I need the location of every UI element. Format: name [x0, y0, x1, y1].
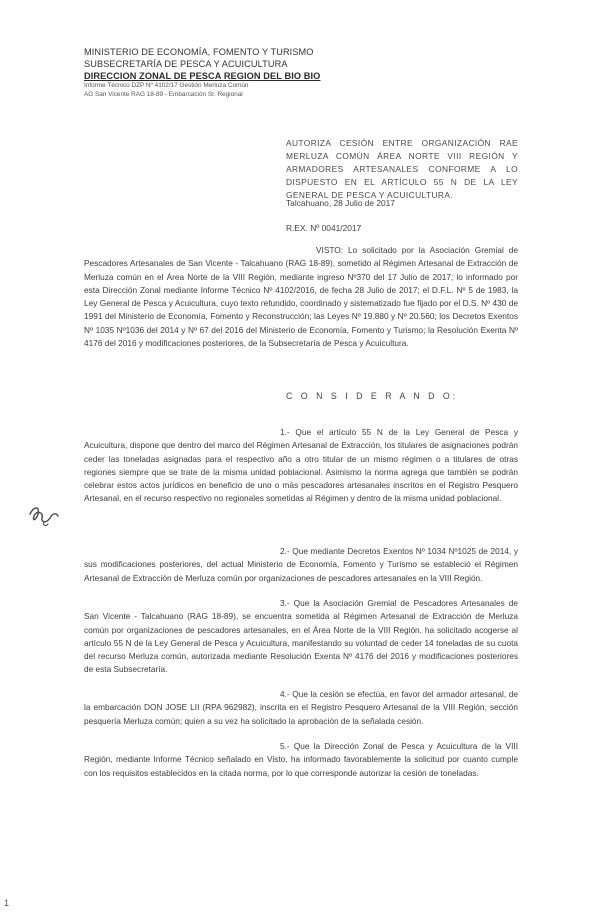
- handwritten-initials-mark: [26, 500, 62, 528]
- considerando-item-5: 5.- Que la Dirección Zonal de Pesca y Acuicultura de la VIII Región, mediante Informe Técnico señalado en Visto, ha informado favorablemente la solicitud por cuanto cumple con los requisitos establecidos en la citada norma, por lo que corresponde autorizar la cesión de toneladas.: [84, 741, 518, 778]
- considerando-item-3: 3.- Que la Asociación Gremial de Pescadores Artesanales de San Vicente - Talcahuano (RAG 18-89), se encuentra sometida al Régimen Artesanal de Extracción de Merluza común por organizaciones de pescadores artesanales, en el Área Norte de la VIII Región, ha solicitado acogerse al artículo 55 N de la Ley General de Pesca y Acuicultura, manifestando su voluntad de ceder 14 toneladas de su cuota del recurso Merluza común, autorizada mediante Resolución Exenta Nº 4176 del 2016 y modificaciones posteriores de esta Subsecretaría.: [84, 598, 518, 675]
- place-and-date: Talcahuano, 28 Julio de 2017: [286, 198, 395, 208]
- ministry-name: MINISTERIO DE ECONOMÍA, FOMENTO Y TURISMO: [84, 47, 314, 57]
- resolution-number: R.EX. Nº 0041/2017: [286, 223, 362, 233]
- considerando-item-4: 4.- Que la cesión se efectúa, en favor del armador artesanal, de la embarcación DON JOSE LII (RPA 962982), inscrita en el Registro Pesquero Artesanal de la VIII Región, sección pesquería Merluza común; quien a su vez ha solicitado la aprobación de la señalada cesión.: [84, 689, 518, 726]
- page-corner-mark: 1: [4, 898, 10, 908]
- visto-paragraph: VISTO: Lo solicitado por la Asociación Gremial de Pescadores Artesanales de San Vicente - Talcahuano (RAG 18-89), sometido al Régimen Artesanal de Extracción de Merluza común en el Área Norte de la VIII Región, mediante ingreso Nº370 del 17 Julio de 2017; lo informado por esta Dirección Zonal mediante Informe Técnico Nº 4102/2016, de fecha 28 Julio de 2017; el D.F.L. Nº 5 de 1983, la Ley General de Pesca y Acuicultura, cuyo texto refundido, coordinado y sistematizado fue fijado por el D.S. Nº 430 de 1991 del Ministerio de Economía, Fomento y Reconstrucción; las Leyes Nº 19.880 y Nº 20.560; los Decretos Exentos Nº 1035 Nº1036 del 2014 y Nº 67 del 2016 del Ministerio de Economía, Fomento y Turismo; la Resolución Exenta Nº 4176 del 2016 y modificaciones posteriores, de la Subsecretaría de Pesca y Acuicultura.: [84, 245, 518, 349]
- considerando-item-2: 2.- Que mediante Decretos Exentos Nº 1034 Nº1025 de 2014, y sus modificaciones posteriores, del actual Ministerio de Economía, Fomento y Turismo se estableció el Régimen Artesanal de Extracción de Merluza común por organizaciones de pescadores artesanales en la VIII Región.: [84, 546, 518, 583]
- letterhead: [84, 46, 321, 99]
- considerando-item-1: 1.- Que el artículo 55 N de la Ley General de Pesca y Acuicultura, dispone que dentro del marco del Régimen Artesanal de Extracción, los titulares de asignaciones podrán ceder las toneladas asignadas para el respectivo año a otro titular de un mismo régimen o a titulares de otras regiones siempre que se trate de la misma unidad poblacional. Asimismo la norma agrega que también se podrán celebrar estos actos jurídicos en beneficio de uno o más pescadores artesanales inscritos en el Registro Pesquero Artesanal, en el recurso respectivo no regionales sometidas al Régimen y dentro de la misma unidad poblacional.: [84, 427, 518, 504]
- reference-note-1: Informe Técnico DZP Nº 4102/17 Gestión Merluza Común: [84, 82, 249, 89]
- reference-note-2: AG San Vicente RAG 18-89 - Embarcación Sr. Regional: [84, 90, 243, 98]
- resolution-subject: AUTORIZA CESIÓN ENTRE ORGANIZACIÓN RAE MERLUZA COMÚN ÁREA NORTE VIII REGIÓN Y ARMADORES ARTESANALES CONFORME A LO DISPUESTO EN EL ARTÍCULO 55 N DE LA LEY GENERAL DE PESCA Y ACUICULTURA.: [286, 138, 518, 200]
- subsecretary-name: SUBSECRETARÍA DE PESCA Y ACUICULTURA: [84, 59, 288, 69]
- considerando-heading: C O N S I D E R A N D O:: [286, 391, 459, 401]
- zonal-direction-name: DIRECCION ZONAL DE PESCA REGION DEL BIO BIO: [84, 71, 321, 81]
